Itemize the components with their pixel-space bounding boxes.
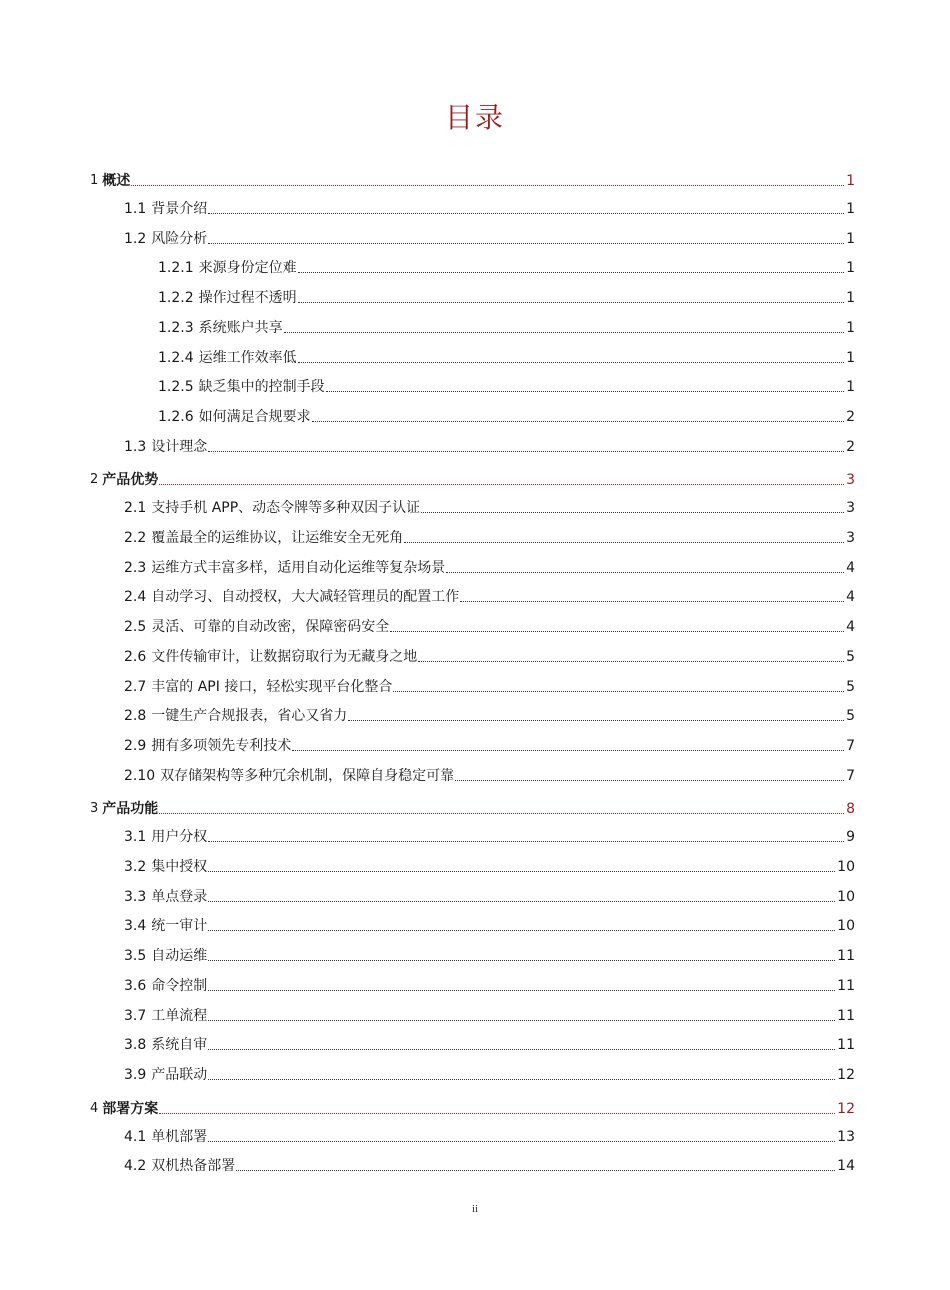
toc-entry-title: 用户分权 — [151, 829, 208, 846]
toc-entry-page: 1 — [846, 173, 855, 189]
dot-leader — [390, 631, 844, 632]
toc-entry-number: 1.2.6 — [158, 408, 194, 425]
dot-leader — [208, 901, 835, 902]
dot-leader — [208, 1141, 835, 1142]
toc-entry-title: 拥有多项领先专利技术 — [151, 737, 292, 754]
toc-entry[interactable] — [158, 281, 855, 307]
page-number: ii — [471, 1203, 479, 1215]
toc-entry-page: 8 — [846, 801, 855, 818]
toc-entry-page: 9 — [846, 829, 855, 846]
toc-entry-number: 2.5 — [124, 619, 147, 636]
toc-entry-title: 灵活、可靠的自动改密，保障密码安全 — [151, 619, 390, 636]
toc-entry[interactable] — [124, 192, 855, 218]
toc-entry-title: 工单流程 — [151, 1007, 208, 1024]
toc-entry-title: 如何满足合规要求 — [198, 408, 311, 425]
toc-entry[interactable] — [124, 1028, 855, 1054]
toc-entry-number: 2.8 — [124, 708, 147, 725]
dot-leader — [131, 185, 844, 186]
dot-leader — [159, 813, 844, 814]
toc-entry-title: 统一审计 — [151, 918, 208, 935]
dot-leader — [208, 1049, 835, 1050]
toc-entry[interactable] — [158, 341, 855, 367]
dot-leader — [159, 484, 844, 485]
toc-entry[interactable] — [158, 400, 855, 426]
toc-entry-number: 1.2 — [124, 230, 147, 247]
toc-entry[interactable] — [124, 909, 855, 935]
toc-entry[interactable] — [124, 1058, 855, 1084]
dot-leader — [284, 332, 844, 333]
dot-leader — [460, 601, 844, 602]
toc-entry-number: 2.7 — [124, 678, 147, 695]
toc-entry-title: 系统自审 — [151, 1037, 208, 1054]
dot-leader — [455, 780, 844, 781]
toc-chapter-entry[interactable] — [90, 463, 855, 489]
toc-entry-title: 双机热备部署 — [151, 1158, 236, 1175]
toc-entry-number: 2 — [90, 472, 99, 488]
toc-entry-title: 文件传输审计，让数据窃取行为无藏身之地 — [151, 648, 418, 665]
toc-entry-number: 2.2 — [124, 530, 147, 546]
toc-entry-title: 双存储架构等多种冗余机制，保障自身稳定可靠 — [160, 767, 455, 784]
toc-entry[interactable] — [124, 610, 855, 636]
toc-entry[interactable] — [124, 969, 855, 995]
toc-entry-page: 2 — [846, 408, 855, 425]
toc-entry[interactable] — [124, 521, 855, 547]
toc-entry-page: 10 — [837, 859, 855, 875]
dot-leader — [236, 1170, 835, 1171]
toc-entry[interactable] — [124, 222, 855, 248]
dot-leader — [298, 302, 844, 303]
toc-entry-page: 13 — [837, 1128, 855, 1145]
toc-entry-number: 1.2.5 — [158, 379, 194, 396]
toc-entry-page: 5 — [846, 708, 855, 725]
dot-leader — [208, 841, 844, 842]
toc-entry-number: 1.2.4 — [158, 349, 194, 366]
toc-entry-page: 12 — [837, 1066, 855, 1083]
dot-leader — [298, 272, 844, 273]
dot-leader — [404, 542, 844, 543]
toc-chapter-entry[interactable] — [90, 164, 855, 190]
toc-entry-page: 10 — [837, 888, 855, 905]
toc-entry[interactable] — [158, 370, 855, 396]
toc-entry[interactable] — [158, 251, 855, 277]
toc-entry-title: 命令控制 — [151, 977, 208, 994]
dot-leader — [208, 990, 835, 991]
toc-entry-number: 3.8 — [124, 1037, 147, 1054]
dot-leader — [159, 1113, 835, 1114]
toc-entry-number: 4.2 — [124, 1158, 147, 1175]
toc-entry-page: 1 — [846, 290, 855, 307]
toc-entry[interactable] — [124, 670, 855, 696]
toc-entry[interactable] — [124, 640, 855, 666]
toc-entry-page: 2 — [846, 438, 855, 455]
toc-entry-title: 概述 — [102, 173, 131, 189]
dot-leader — [418, 661, 844, 662]
toc-entry-number: 3.9 — [124, 1066, 147, 1083]
dot-leader — [208, 243, 844, 244]
toc-entry-number: 4 — [90, 1100, 99, 1116]
toc-entry[interactable] — [124, 729, 855, 755]
toc-entry-number: 3.6 — [124, 977, 147, 994]
dot-leader — [421, 512, 844, 513]
toc-entry[interactable] — [124, 850, 855, 876]
toc-entry-title: 风险分析 — [151, 230, 208, 247]
dot-leader — [446, 572, 844, 573]
toc-entry-number: 2.3 — [124, 559, 147, 576]
toc-entry-number: 1.2.1 — [158, 260, 194, 277]
toc-entry-title: 部署方案 — [102, 1100, 159, 1117]
toc-entry-number: 1.2.3 — [158, 319, 194, 336]
toc-entry-page: 10 — [837, 918, 855, 935]
toc-entry-title: 来源身份定位难 — [198, 260, 297, 277]
toc-entry-page: 3 — [846, 472, 855, 489]
toc-entry[interactable] — [124, 491, 855, 517]
toc-entry-page: 1 — [846, 349, 855, 366]
dot-leader — [208, 1079, 835, 1080]
dot-leader — [208, 960, 835, 961]
toc-entry-page: 7 — [846, 737, 855, 754]
toc-entry-title: 运维方式丰富多样，适用自动化运维等复杂场景 — [151, 559, 446, 576]
toc-entry-title: 自动学习、自动授权，大大减轻管理员的配置工作 — [151, 589, 460, 606]
toc-entry-number: 2.9 — [124, 737, 147, 754]
toc-entry[interactable] — [124, 880, 855, 906]
page-title: 目录 — [444, 101, 505, 134]
dot-leader — [208, 1020, 835, 1021]
toc-entry-page: 4 — [846, 559, 855, 576]
toc-entry[interactable] — [124, 939, 855, 965]
toc-entry-page: 5 — [846, 678, 855, 695]
toc-entry-page: 1 — [846, 201, 855, 217]
toc-entry-number: 1 — [90, 173, 99, 188]
toc-entry[interactable] — [124, 699, 855, 725]
toc-entry-title: 单点登录 — [151, 888, 208, 905]
toc-entry-title: 覆盖最全的运维协议，让运维安全无死角 — [151, 530, 404, 546]
dot-leader — [348, 720, 844, 721]
toc-entry-number: 3.5 — [124, 948, 147, 965]
toc-entry-page: 12 — [837, 1100, 855, 1117]
toc-entry-title: 单机部署 — [151, 1128, 208, 1145]
toc-entry-number: 1.3 — [124, 438, 147, 455]
toc-entry-title: 背景介绍 — [151, 201, 208, 217]
toc-entry[interactable] — [124, 430, 855, 456]
toc-entry-page: 1 — [846, 379, 855, 396]
toc-entry-page: 5 — [846, 648, 855, 665]
toc-entry[interactable] — [124, 759, 855, 785]
toc-entry[interactable] — [124, 580, 855, 606]
toc-entry-page: 11 — [837, 1037, 855, 1054]
toc-entry-number: 2.4 — [124, 589, 147, 606]
dot-leader — [208, 451, 844, 452]
toc-entry-page: 1 — [846, 319, 855, 336]
toc-entry-title: 操作过程不透明 — [198, 290, 297, 307]
toc-entry-title: 运维工作效率低 — [198, 349, 297, 366]
dot-leader — [326, 391, 844, 392]
toc-entry-title: 一键生产合规报表，省心又省力 — [151, 708, 348, 725]
toc-entry-number: 3.2 — [124, 859, 147, 875]
toc-entry-page: 11 — [837, 977, 855, 994]
toc-entry-page: 11 — [837, 1007, 855, 1024]
toc-entry-page: 3 — [846, 500, 855, 517]
toc-entry[interactable] — [124, 999, 855, 1025]
toc-entry-number: 3.1 — [124, 829, 147, 846]
toc-entry[interactable] — [124, 551, 855, 577]
dot-leader — [312, 421, 844, 422]
toc-entry-title: 缺乏集中的控制手段 — [198, 379, 325, 396]
toc-entry-page: 11 — [837, 948, 855, 965]
toc-entry-number: 2.1 — [124, 500, 147, 517]
toc-entry-title: 设计理念 — [151, 438, 208, 455]
toc-entry-title: 自动运维 — [151, 948, 208, 965]
toc-entry-page: 14 — [837, 1158, 855, 1175]
dot-leader — [208, 213, 844, 214]
toc-entry-page: 1 — [846, 260, 855, 277]
toc-entry-title: 集中授权 — [151, 859, 208, 875]
dot-leader — [298, 362, 844, 363]
toc-chapter-entry[interactable] — [90, 792, 855, 818]
toc-entry-number: 3 — [90, 801, 99, 817]
toc-entry-page: 3 — [846, 530, 855, 546]
toc-entry-number: 3.4 — [124, 918, 147, 935]
toc-entry[interactable] — [124, 820, 855, 846]
toc-entry-page: 4 — [846, 589, 855, 606]
toc-entry-title: 支持手机 APP、动态令牌等多种双因子认证 — [151, 500, 421, 517]
toc-chapter-entry[interactable] — [90, 1092, 855, 1118]
toc-entry-number: 1.1 — [124, 201, 147, 217]
dot-leader — [208, 871, 835, 872]
toc-entry-page: 1 — [846, 230, 855, 247]
toc-entry-number: 1.2.2 — [158, 290, 194, 307]
toc-entry-title: 系统账户共享 — [198, 319, 283, 336]
dot-leader — [393, 691, 844, 692]
toc-entry[interactable] — [158, 311, 855, 337]
toc-entry[interactable] — [124, 1149, 855, 1175]
toc-entry-number: 2.6 — [124, 648, 147, 665]
toc-entry-number: 4.1 — [124, 1128, 147, 1145]
toc-entry-page: 7 — [846, 767, 855, 784]
dot-leader — [208, 930, 835, 931]
toc-entry-number: 3.3 — [124, 888, 147, 905]
toc-entry-number: 3.7 — [124, 1007, 147, 1024]
toc-entry-title: 产品功能 — [102, 801, 159, 818]
toc-entry-page: 4 — [846, 619, 855, 636]
toc-entry-title: 丰富的 API 接口，轻松实现平台化整合 — [151, 678, 393, 695]
toc-entry-title: 产品优势 — [102, 472, 159, 489]
dot-leader — [292, 750, 844, 751]
toc-entry[interactable] — [124, 1120, 855, 1146]
toc-entry-number: 2.10 — [124, 767, 156, 784]
toc-entry-title: 产品联动 — [151, 1066, 208, 1083]
